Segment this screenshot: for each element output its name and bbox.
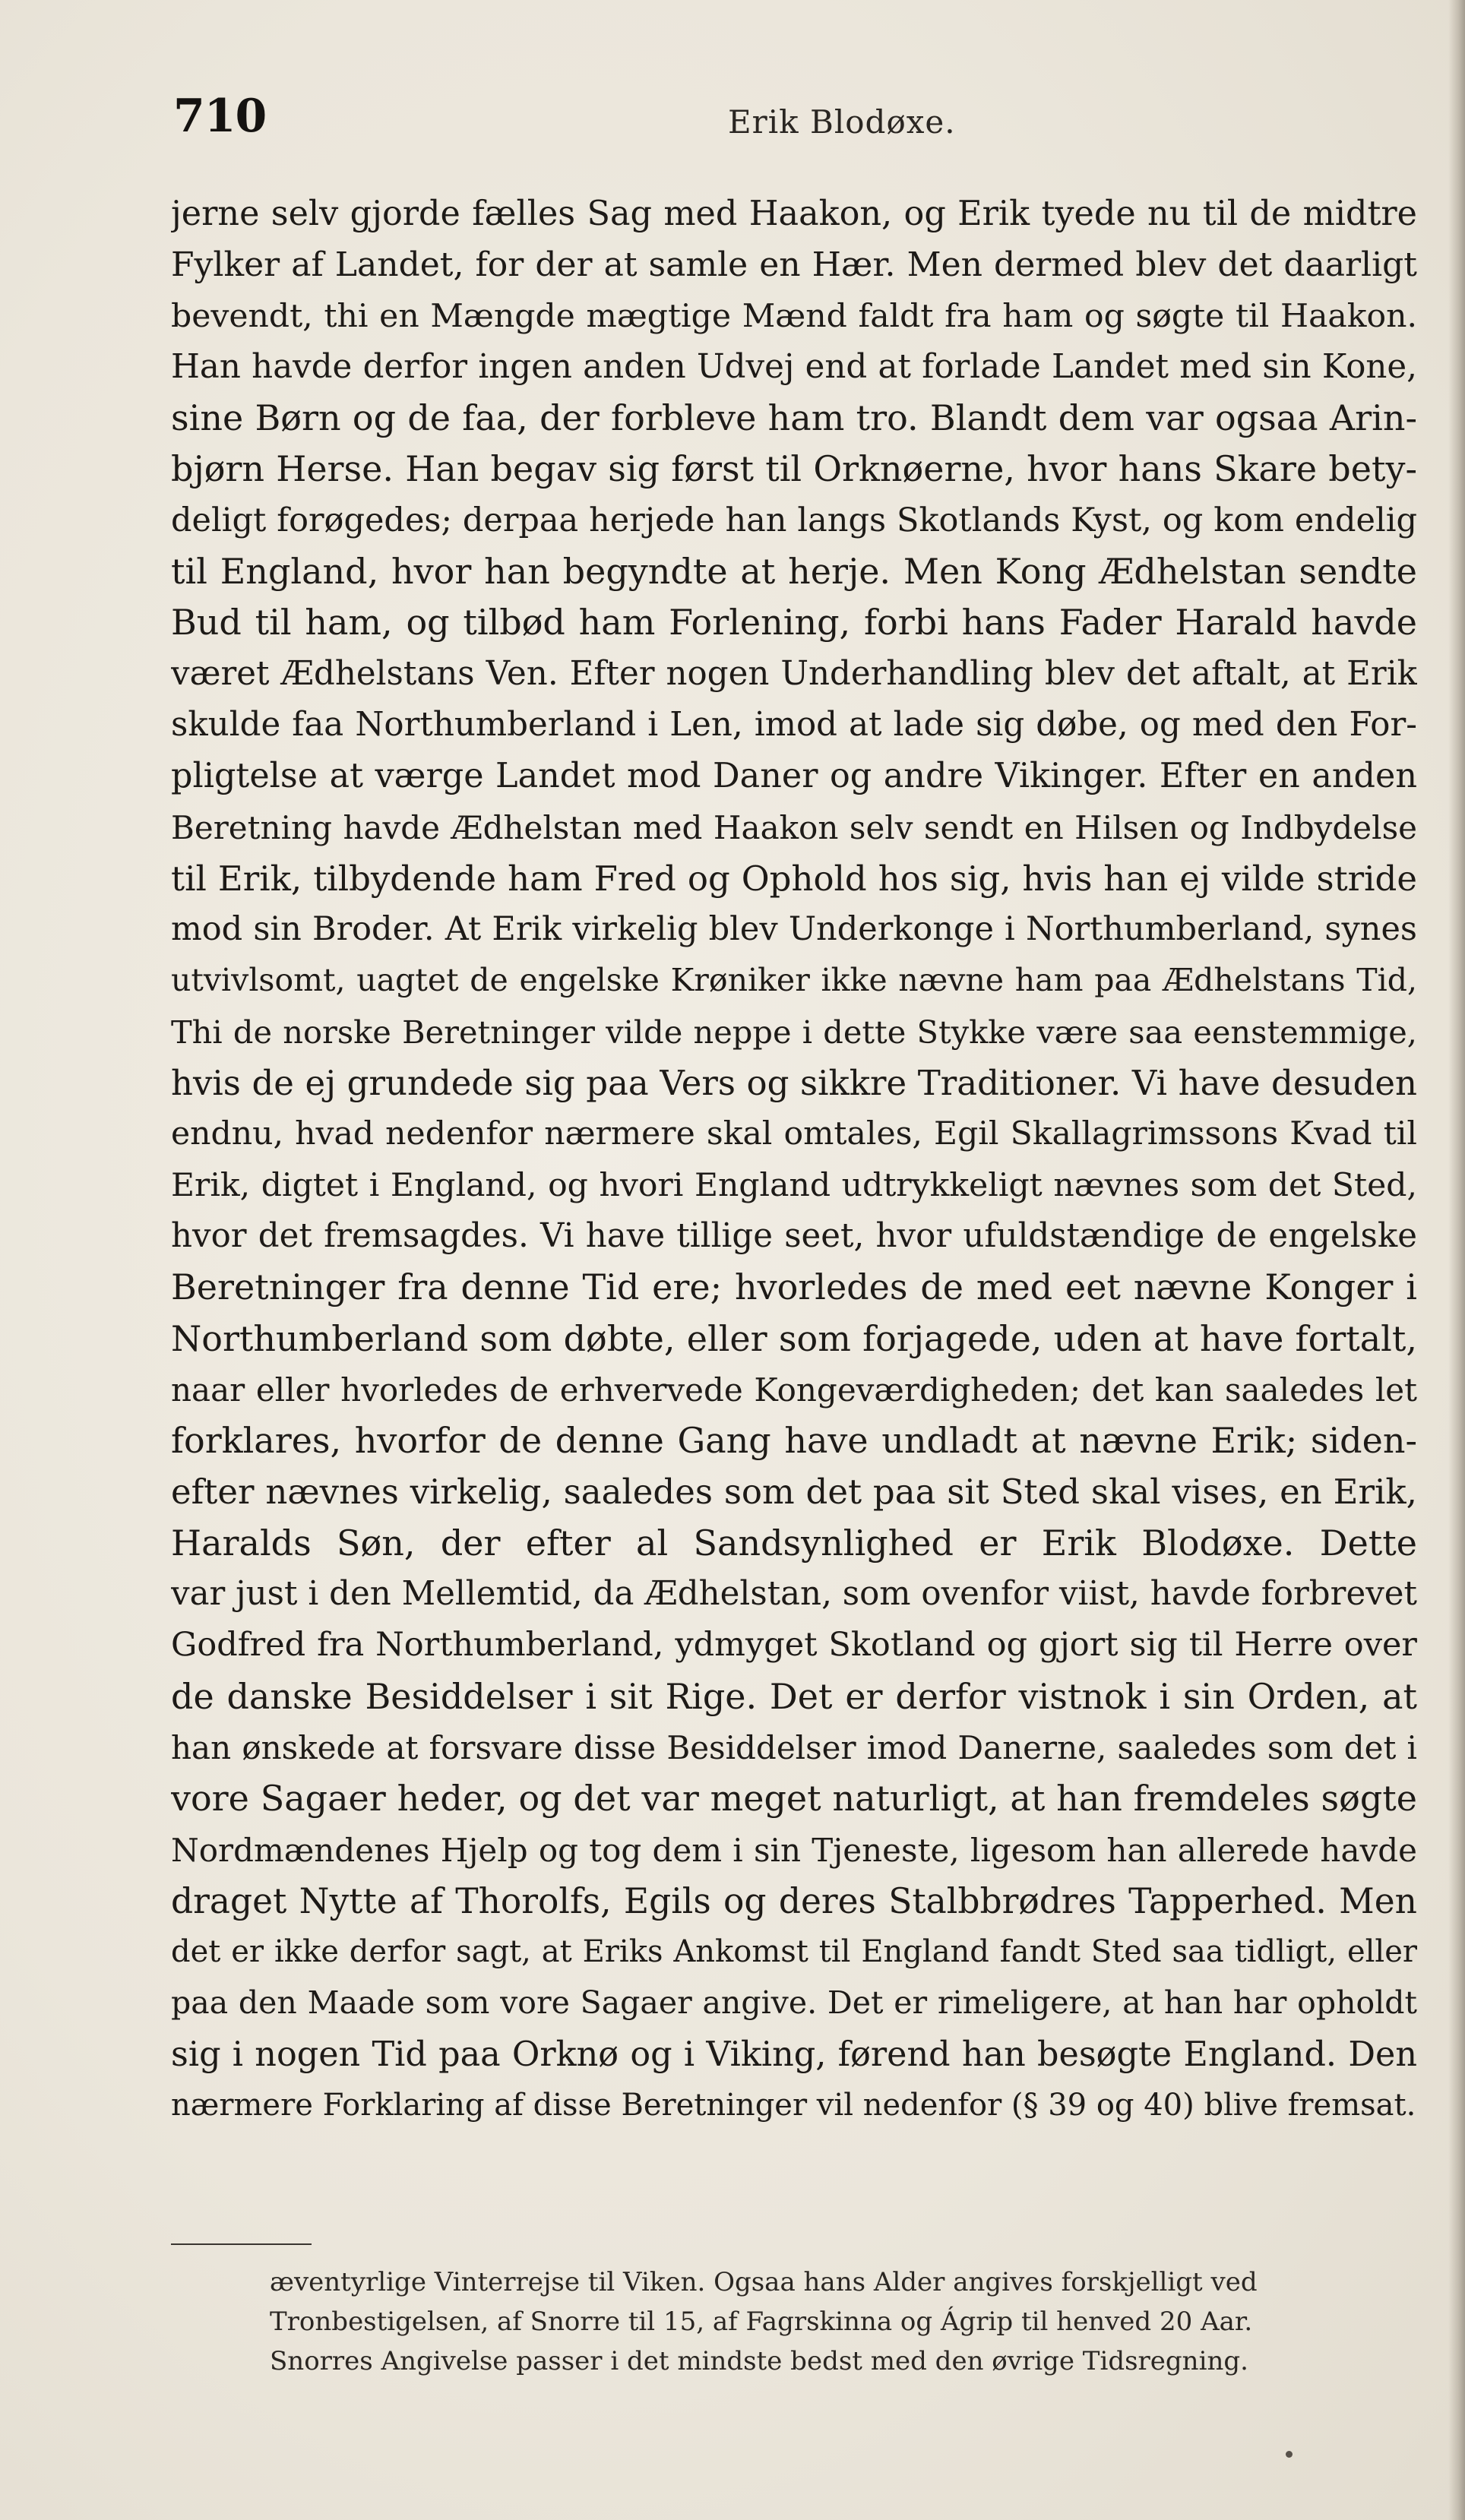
text-line: Godfred fra Northumberland, ydmyget Skotland og gjort sig til Herre over xyxy=(171,1626,1417,1665)
text-line: utvivlsomt, uagtet de engelske Krøniker ikke nævne ham paa Ædhelstans Tid, xyxy=(171,962,1417,999)
text-line: jerne selv gjorde fælles Sag med Haakon, og Erik tyede nu til de midtre xyxy=(171,194,1417,233)
text-line: bjørn Herse. Han begav sig først til Orknøerne, hvor hans Skare bety- xyxy=(171,448,1417,490)
text-line: til England, hvor han begyndte at herje. Men Kong Ædhelstan sendte xyxy=(171,551,1417,593)
page-edge-shadow xyxy=(1448,0,1465,2520)
text-line: mod sin Broder. At Erik virkelig blev Underkonge i Northumberland, synes xyxy=(171,910,1417,949)
body-text xyxy=(171,188,1417,2131)
text-line: hvis de ej grundede sig paa Vers og sikkre Traditioner. Vi have desuden xyxy=(171,1063,1417,1104)
text-line: bevendt, thi en Mængde mægtige Mænd faldt fra ham og søgte til Haakon. xyxy=(171,297,1417,335)
text-line: endnu, hvad nedenfor nærmere skal omtales, Egil Skallagrimssons Kvad til xyxy=(171,1115,1417,1153)
text-line: Han havde derfor ingen anden Udvej end at forlade Landet med sin Kone, xyxy=(171,347,1417,386)
footnote-line: Snorres Angivelse passer i det mindste bedst med den øvrige Tidsregning. xyxy=(270,2346,1248,2376)
text-line: sig i nogen Tid paa Orknø og i Viking, førend han besøgte England. Den xyxy=(171,2035,1417,2074)
text-line: han ønskede at forsvare disse Besiddelser imod Danerne, saaledes som det i xyxy=(171,1728,1417,1766)
text-line: været Ædhelstans Ven. Efter nogen Underhandling blev det aftalt, at Erik xyxy=(171,654,1417,693)
text-line: var just i den Mellemtid, da Ædhelstan, som ovenfor viist, havde forbrevet xyxy=(171,1575,1417,1614)
page-header xyxy=(173,90,1465,158)
text-line: det er ikke derfor sagt, at Eriks Ankomst til England fandt Sted saa tidligt, eller xyxy=(171,1934,1417,1970)
text-line: Bud til ham, og tilbød ham Forlening, forbi hans Fader Harald havde xyxy=(171,602,1417,643)
text-line: efter nævnes virkelig, saaledes som det paa sit Sted skal vises, en Erik, xyxy=(171,1472,1417,1513)
text-line: sine Børn og de faa, der forbleve ham tro. Blandt dem var ogsaa Arin- xyxy=(171,397,1417,439)
text-line: pligtelse at værge Landet mod Daner og andre Vikinger. Efter en anden xyxy=(171,757,1417,796)
text-line: Haralds Søn, der efter al Sandsynlighed er Erik Blodøxe. Dette xyxy=(171,1522,1417,1564)
footnote-divider xyxy=(171,2243,312,2245)
text-line: skulde faa Northumberland i Len, imod at lade sig døbe, og med den For- xyxy=(171,705,1417,744)
text-line: naar eller hvorledes de erhvervede Kongeværdigheden; det kan saaledes let xyxy=(171,1371,1417,1409)
text-line: paa den Maade som vore Sagaer angive. Det er rimeligere, at han har opholdt xyxy=(171,1984,1417,2022)
text-line: vore Sagaer heder, og det var meget naturligt, at han fremdeles søgte xyxy=(171,1778,1417,1820)
text-line: draget Nytte af Thorolfs, Egils og deres Stalbbrødres Tapperhed. Men xyxy=(171,1880,1417,1921)
text-line: deligt forøgedes; derpaa herjede han langs Skotlands Kyst, og kom endelig xyxy=(171,501,1417,539)
text-line: Thi de norske Beretninger vilde neppe i dette Stykke være saa eenstemmige, xyxy=(171,1013,1417,1051)
print-speck xyxy=(1286,2451,1293,2458)
text-line: nærmere Forklaring af disse Beretninger vil nedenfor (§ 39 og 40) blive fremsat. xyxy=(171,2087,1416,2123)
text-line: Erik, digtet i England, og hvori England udtrykkeligt nævnes som det Sted, xyxy=(171,1166,1417,1204)
text-line: Beretninger fra denne Tid ere; hvorledes de med eet nævne Konger i xyxy=(171,1266,1417,1308)
text-line: forklares, hvorfor de denne Gang have undladt at nævne Erik; siden- xyxy=(171,1420,1417,1462)
footnote xyxy=(270,2262,1417,2381)
text-line: Nordmændenes Hjelp og tog dem i sin Tjeneste, ligesom han allerede havde xyxy=(171,1831,1417,1869)
footnote-line: æventyrlige Vinterrejse til Viken. Ogsaa hans Alder angives forskjelligt ved xyxy=(270,2267,1258,2297)
text-line: hvor det fremsagdes. Vi have tillige seet, hvor ufuldstændige de engelske xyxy=(171,1216,1417,1255)
text-line: Northumberland som døbte, eller som forjagede, uden at have fortalt, xyxy=(171,1317,1417,1359)
text-line: til Erik, tilbydende ham Fred og Ophold hos sig, hvis han ej vilde stride xyxy=(171,858,1417,899)
running-title: Erik Blodøxe. xyxy=(728,103,956,141)
text-line: de danske Besiddelser i sit Rige. Det er derfor vistnok i sin Orden, at xyxy=(171,1675,1417,1717)
footnote-line: Tronbestigelsen, af Snorre til 15, af Fagrskinna og Ágrip til henved 20 Aar. xyxy=(270,2307,1253,2337)
text-line: Beretning havde Ædhelstan med Haakon selv sendt en Hilsen og Indbydelse xyxy=(171,808,1417,846)
text-line: Fylker af Landet, for der at samle en Hær. Men dermed blev det daarligt xyxy=(171,245,1417,285)
page-number: 710 xyxy=(173,90,267,143)
